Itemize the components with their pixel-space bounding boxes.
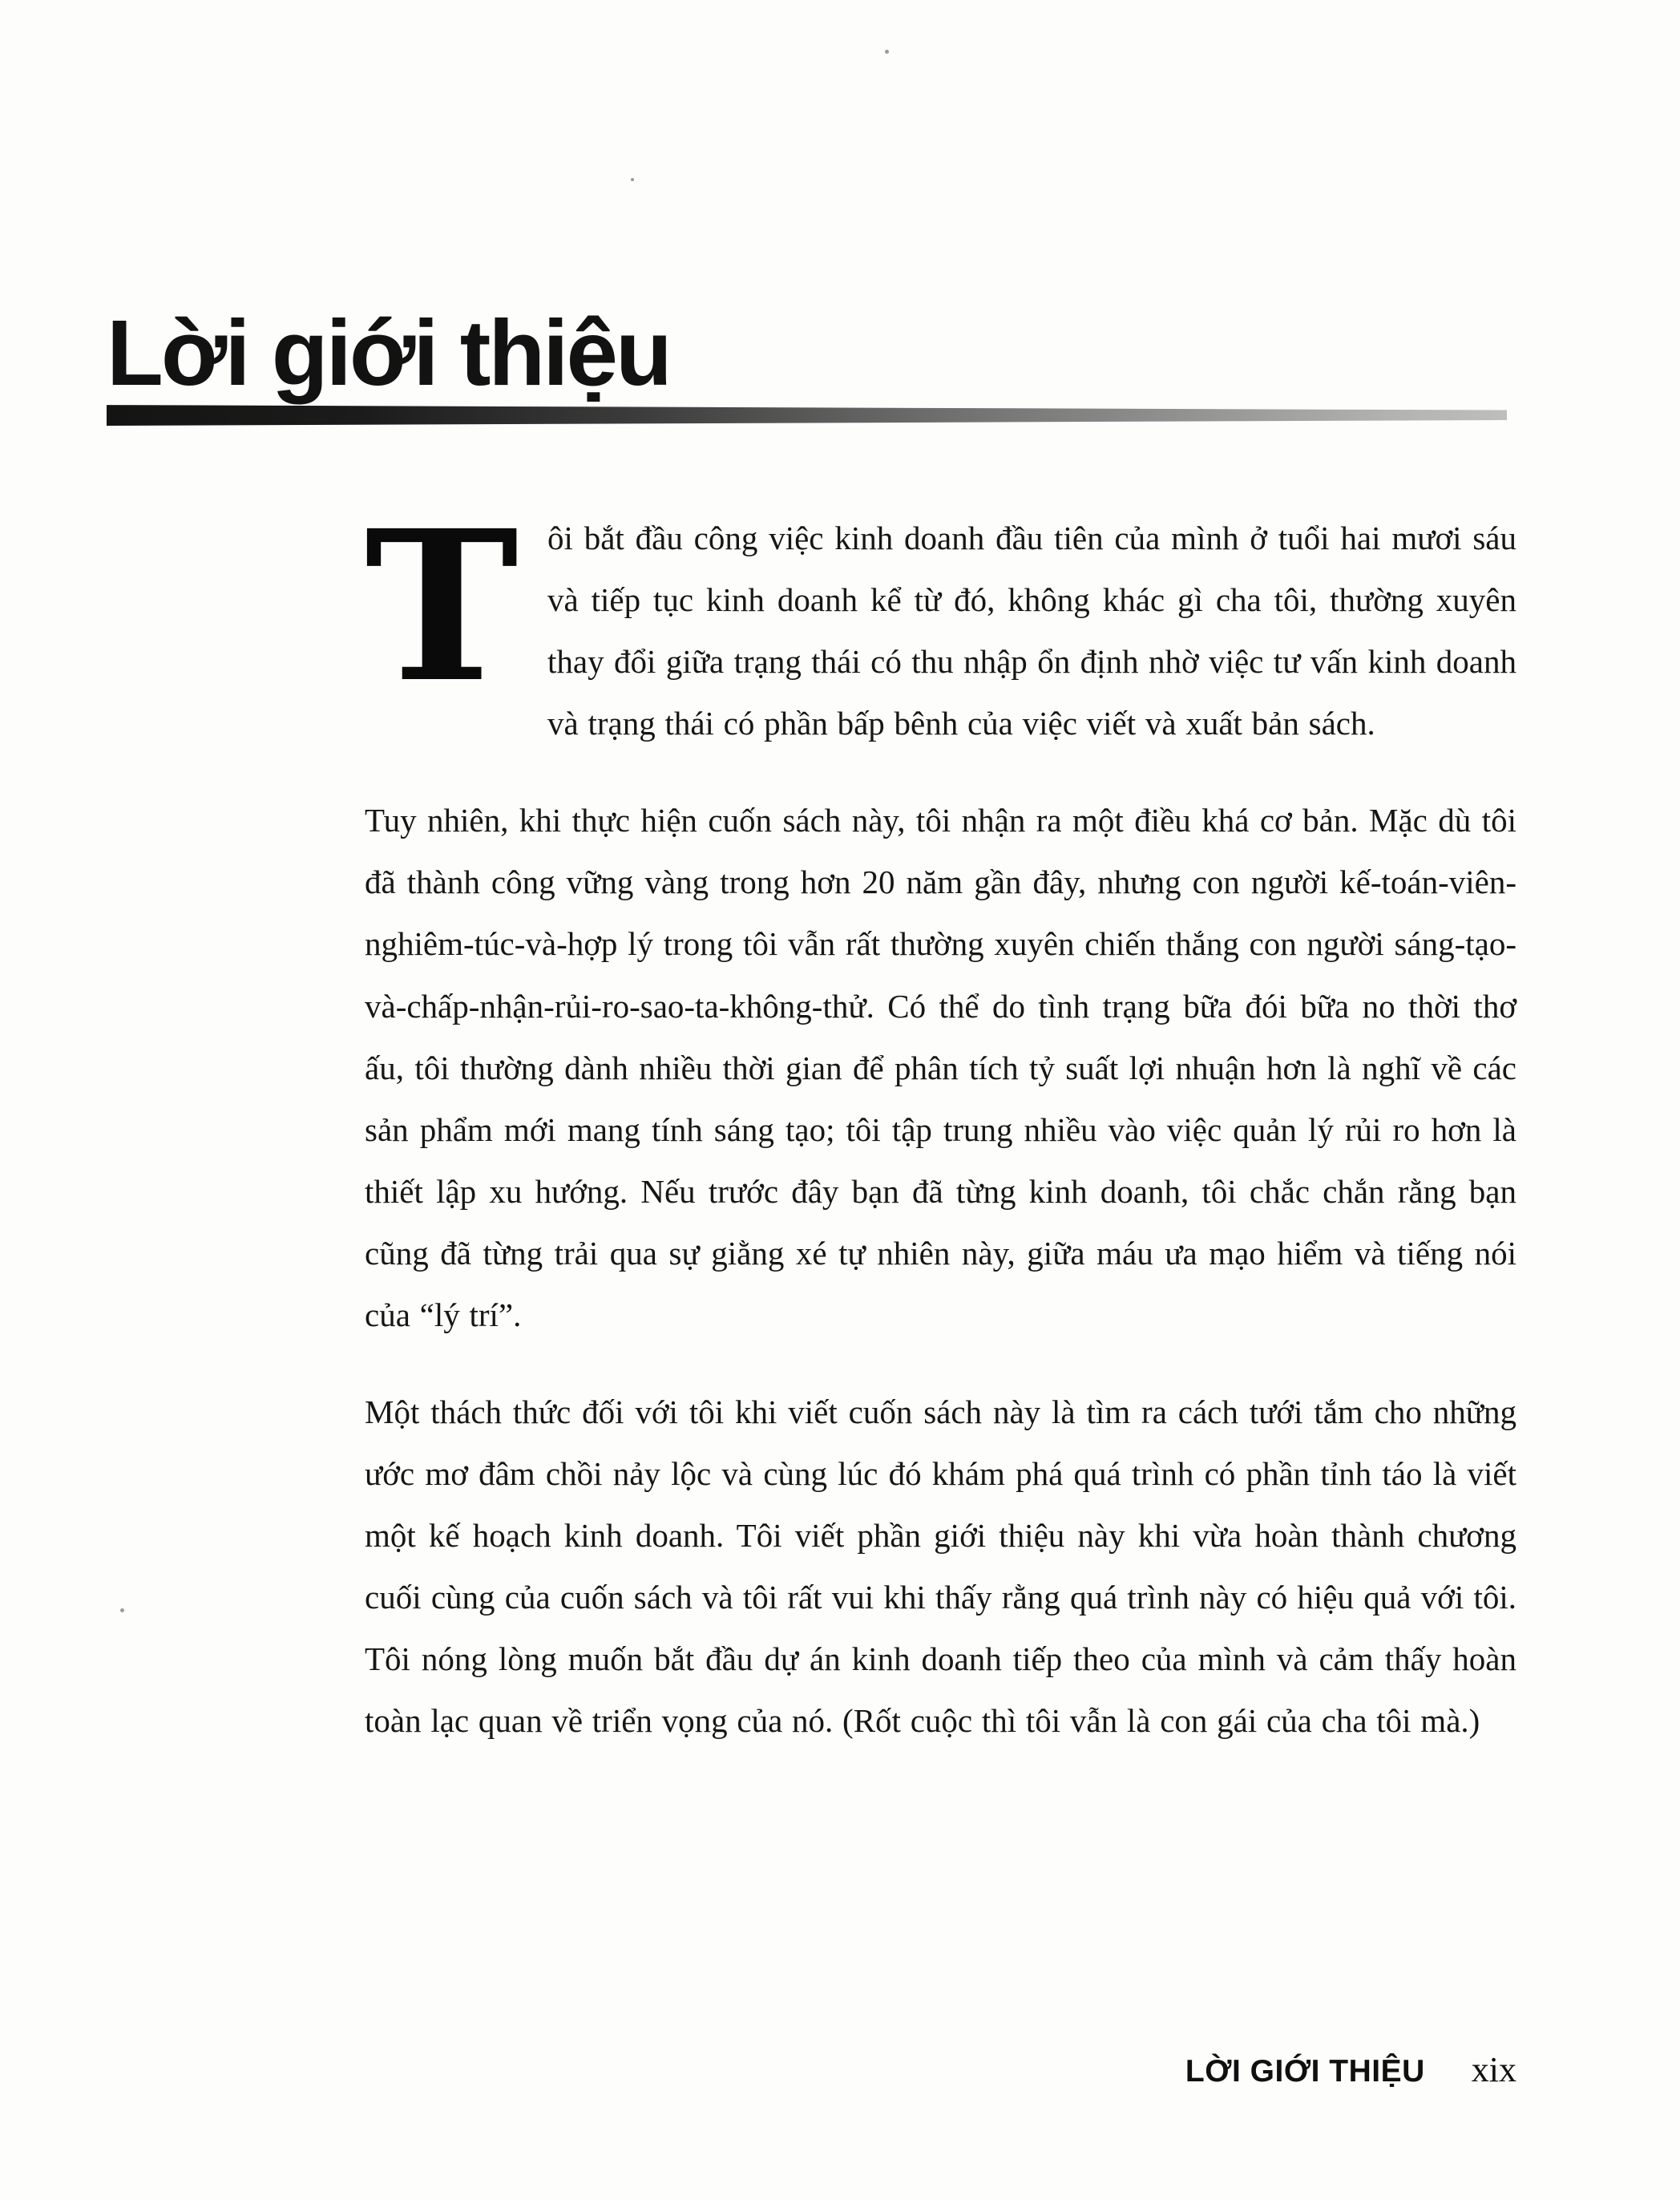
scan-speck: [631, 178, 634, 181]
paragraph-3: Một thách thức đối với tôi khi viết cuốn sách này là tìm ra cách tưới tắm cho những ước mơ đâm chồi nảy lộc và cùng lúc đó khám phá quá trình có phần tỉnh táo là viết một kế hoạch kinh doanh. Tôi viết phần giới thiệu này khi vừa hoàn thành chương cuối cùng của cuốn sách và tôi rất vui khi thấy rằng quá trình này có hiệu quả với tôi. Tôi nóng lòng muốn bắt đầu dự án kinh doanh tiếp theo của mình và cảm thấy hoàn toàn lạc quan về triển vọng của nó. (Rốt cuộc thì tôi vẫn là con gái của cha tôi mà.): [365, 1393, 1516, 1740]
footer-section-label: LỜI GIỚI THIỆU: [1185, 2054, 1425, 2089]
scan-speck: [120, 1608, 124, 1612]
page-footer: [365, 2049, 1516, 2090]
body-text: [365, 485, 1516, 1787]
paragraph-2: Tuy nhiên, khi thực hiện cuốn sách này, tôi nhận ra một điều khá cơ bản. Mặc dù tôi đã thành công vững vàng trong hơn 20 năm gần đây, nhưng con người kế-toán-viên-nghiêm-túc-và-hợp lý trong tôi vẫn rất thường xuyên chiến thắng con người sáng-tạo-và-chấp-nhận-rủi-ro-sao-ta-không-thử. Có thể do tình trạng bữa đói bữa no thời thơ ấu, tôi thường dành nhiều thời gian để phân tích tỷ suất lợi nhuận hơn là nghĩ về các sản phẩm mới mang tính sáng tạo; tôi tập trung nhiều vào việc quản lý rủi ro hơn là thiết lập xu hướng. Nếu trước đây bạn đã từng kinh doanh, tôi chắc chắn rằng bạn cũng đã từng trải qua sự giằng xé tự nhiên này, giữa máu ưa mạo hiểm và tiếng nói của “lý trí”.: [365, 802, 1516, 1333]
footer-page-number: xix: [1471, 2050, 1516, 2089]
scan-speck: [885, 50, 889, 54]
page-title: Lời giới thiệu: [107, 301, 670, 405]
drop-cap: T: [365, 485, 519, 728]
paragraph-1: [365, 485, 1516, 754]
paragraph-1-text: ôi bắt đầu công việc kinh doanh đầu tiên của mình ở tuổi hai mươi sáu và tiếp tục kinh doanh kể từ đó, không khác gì cha tôi, thường xuyên thay đổi giữa trạng thái có thu nhập ổn định nhờ việc tư vấn kinh doanh và trạng thái có phần bấp bênh của việc viết và xuất bản sách.: [547, 520, 1516, 742]
title-underline-rule: [107, 404, 1507, 426]
chapter-header: [107, 301, 1521, 426]
